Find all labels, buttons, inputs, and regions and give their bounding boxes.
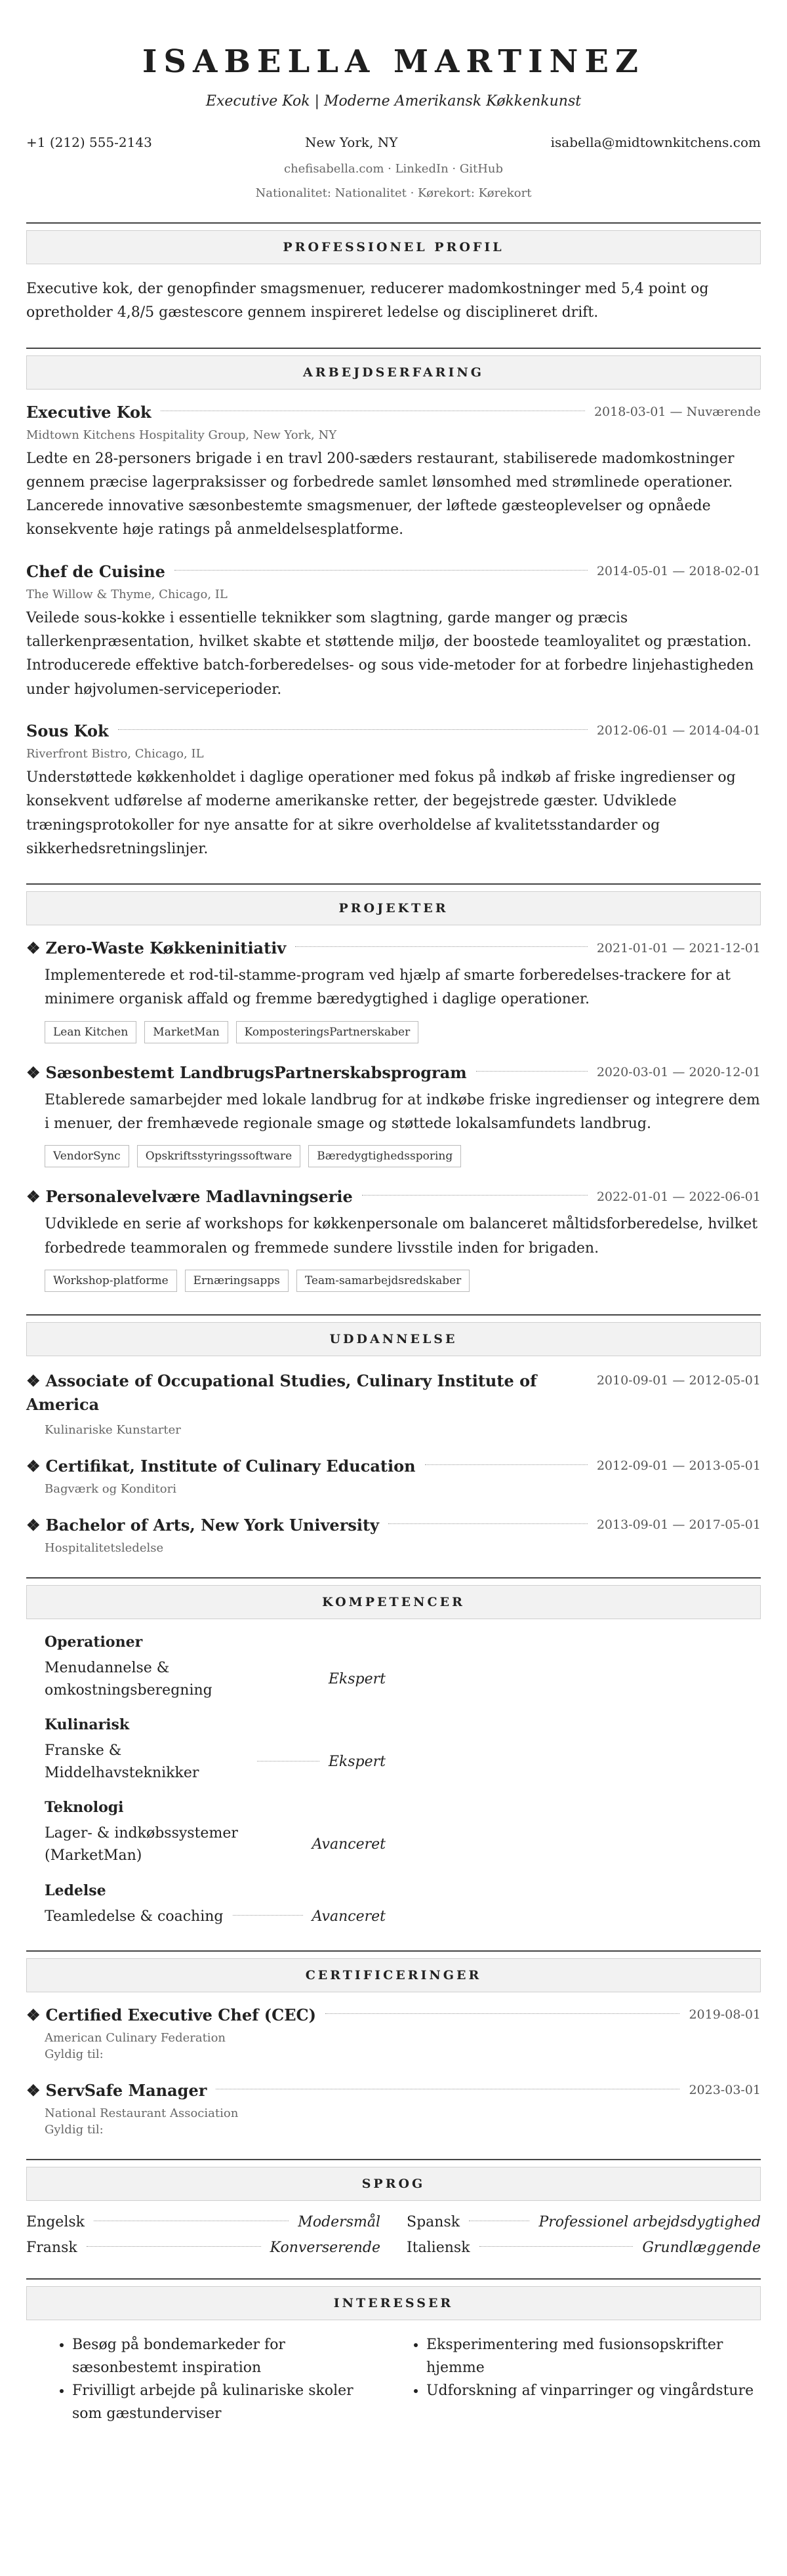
- header: [26, 43, 761, 110]
- cert-item: [26, 2005, 761, 2061]
- degree: ❖ Bachelor of Arts, New York University: [26, 1516, 379, 1535]
- job-role: Executive Kok: [26, 402, 151, 422]
- section-title: CERTIFICERINGER: [26, 1958, 761, 1992]
- language-row: [26, 2214, 380, 2230]
- language-row: [407, 2214, 761, 2230]
- degree: ❖ Associate of Occupational Studies, Culinary Institute of America: [26, 1369, 538, 1417]
- project-desc: Implementerede et rod-til-stamme-program ved hjælp af smarte forberedelses-trackere for at minimere organisk affald og fremme bæredygtighed i daglige operationer.: [45, 967, 731, 1008]
- skill-row: [45, 1822, 386, 1867]
- cert-date: 2023-03-01: [689, 2083, 761, 2098]
- section-title: KOMPETENCER: [26, 1585, 761, 1619]
- edu-field: Bagværk og Konditori: [45, 1481, 176, 1496]
- job-dates: 2018-03-01 — Nuværende: [594, 405, 761, 420]
- education-item: [26, 1457, 761, 1496]
- section-certifications: [26, 1950, 761, 2137]
- tag: Lean Kitchen: [45, 1021, 136, 1043]
- contact-row: [26, 134, 761, 150]
- cert-name: ❖ Certified Executive Chef (CEC): [26, 2005, 316, 2024]
- skill-name: Menudannelse & omkostningsberegning: [45, 1659, 212, 1699]
- section-title: PROFESSIONEL PROFIL: [26, 230, 761, 264]
- section-interests: [26, 2278, 761, 2426]
- cert-item: [26, 2081, 761, 2137]
- project-item: [26, 938, 761, 1043]
- skill-level: Ekspert: [328, 1670, 386, 1687]
- email-link[interactable]: isabella@midtownkitchens.com: [550, 134, 761, 150]
- section-title: ARBEJDSERFARING: [26, 355, 761, 390]
- skill-category: Kulinarisk: [45, 1716, 130, 1734]
- tag: Opskriftsstyringssoftware: [137, 1145, 301, 1167]
- degree: ❖ Certifikat, Institute of Culinary Education: [26, 1457, 416, 1476]
- dotted-leader: [87, 2246, 261, 2247]
- dotted-leader: [476, 1071, 588, 1072]
- cert-date: 2019-08-01: [689, 2007, 761, 2023]
- dotted-leader: [425, 1464, 588, 1465]
- tag: Workshop-platforme: [45, 1270, 177, 1292]
- interests-list-right: [407, 2333, 761, 2426]
- location: New York, NY: [305, 134, 398, 150]
- project-dates: 2020-03-01 — 2020-12-01: [596, 1065, 761, 1080]
- skill-category: Teknologi: [45, 1799, 124, 1817]
- project-name: ❖ Zero-Waste Køkkeninitiativ: [26, 938, 286, 957]
- dotted-leader: [388, 1523, 588, 1524]
- project-tags: [26, 1270, 761, 1292]
- nationality-license: Nationalitet: Nationalitet · Kørekort: Kørekort: [255, 186, 532, 200]
- project-desc: Etablerede samarbejder med lokale landbrug for at indkøbe friske ingredienser og integrere dem i menuer, der fremhævede regionale smage og støttede lokalsamfundets landbrug.: [45, 1091, 760, 1133]
- skill-category: Operationer: [45, 1633, 143, 1651]
- section-title: SPROG: [26, 2167, 761, 2201]
- tag: Ernæringsapps: [185, 1270, 289, 1292]
- profile-links[interactable]: chefisabella.com · LinkedIn · GitHub: [283, 162, 504, 176]
- skill-category: Ledelse: [45, 1882, 106, 1899]
- language-name: Spansk: [407, 2213, 460, 2230]
- language-level: Professionel arbejdsdygtighed: [538, 2213, 761, 2230]
- tag: VendorSync: [45, 1145, 129, 1167]
- dotted-leader: [118, 729, 588, 730]
- language-row: [407, 2240, 761, 2256]
- skill-name: Lager- & indkøbssystemer (MarketMan): [45, 1825, 238, 1864]
- project-item: [26, 1063, 761, 1168]
- job-dates: 2012-06-01 — 2014-04-01: [596, 723, 761, 738]
- language-name: Engelsk: [26, 2213, 85, 2230]
- edu-field: Hospitalitetsledelse: [45, 1540, 164, 1555]
- candidate-name: ISABELLA MARTINEZ: [142, 43, 645, 80]
- interests-list-left: [26, 2333, 380, 2426]
- cert-valid: Gyldig til:: [45, 2047, 104, 2061]
- job-role: Chef de Cuisine: [26, 561, 165, 581]
- language-level: Grundlæggende: [642, 2239, 761, 2256]
- section-experience: [26, 348, 761, 862]
- language-name: Fransk: [26, 2239, 77, 2256]
- cert-name: ❖ ServSafe Manager: [26, 2081, 207, 2100]
- skill-level: Avanceret: [312, 1836, 386, 1853]
- cert-issuer: American Culinary Federation: [45, 2030, 226, 2045]
- phone: +1 (212) 555-2143: [26, 134, 152, 150]
- job-desc: Understøttede køkkenholdet i daglige operationer med fokus på indkøb af friske ingredienser og konsekvent udførelse af moderne amerikanske retter, der begejstrede gæster. Udviklede træningsprotokoller for nye ansatte for at sikre overholdelse af kvalitetsstandarder og sikkerhedsretningslinjer.: [26, 769, 736, 857]
- interests-grid: [26, 2333, 761, 2426]
- project-desc: Udviklede en serie af workshops for køkkenpersonale om balanceret måltidsforberedelse, hvilket forbedrede teammoralen og fremmede sundere livsstile inden for brigaden.: [45, 1216, 758, 1257]
- section-languages: [26, 2159, 761, 2256]
- job-role: Sous Kok: [26, 721, 109, 740]
- project-item: [26, 1187, 761, 1292]
- job-item: [26, 721, 761, 861]
- project-name: ❖ Personalevelvære Madlavningserie: [26, 1187, 353, 1206]
- education-item: [26, 1369, 761, 1437]
- project-dates: 2022-01-01 — 2022-06-01: [596, 1189, 761, 1204]
- dotted-leader: [174, 570, 588, 571]
- dotted-leader: [362, 1195, 588, 1196]
- profile-text: Executive kok, der genopfinder smagsmenuer, reducerer madomkostninger med 5,4 point og opretholder 4,8/5 gæstescore gennem inspireret ledelse og disciplineret drift.: [26, 281, 709, 321]
- section-title: UDDANNELSE: [26, 1322, 761, 1356]
- dotted-leader: [233, 1915, 303, 1916]
- job-item: [26, 562, 761, 702]
- skill-level: Ekspert: [328, 1754, 386, 1771]
- project-dates: 2021-01-01 — 2021-12-01: [596, 940, 761, 956]
- job-org: Riverfront Bistro, Chicago, IL: [26, 746, 204, 761]
- tag: MarketMan: [144, 1021, 228, 1043]
- skill-name: Teamledelse & coaching: [45, 1908, 224, 1925]
- cert-valid: Gyldig til:: [45, 2122, 104, 2137]
- interest-item: • Eksperimentering med fusionsopskrifter hjemme: [426, 2333, 761, 2379]
- cert-issuer: National Restaurant Association: [45, 2106, 239, 2120]
- skill-row: [45, 1740, 386, 1784]
- edu-field: Kulinariske Kunstarter: [45, 1422, 181, 1437]
- edu-dates: 2012-09-01 — 2013-05-01: [596, 1459, 761, 1474]
- section-projects: [26, 883, 761, 1292]
- language-level: Konverserende: [270, 2239, 380, 2256]
- section-title: INTERESSER: [26, 2286, 761, 2320]
- candidate-subtitle: Executive Kok | Moderne Amerikansk Køkkenkunst: [205, 93, 582, 110]
- job-org: Midtown Kitchens Hospitality Group, New York, NY: [26, 428, 337, 442]
- project-tags: [26, 1021, 761, 1043]
- skill-row: [45, 1906, 386, 1928]
- job-desc: Veilede sous-kokke i essentielle teknikker som slagtning, garde manger og præcis tallerkenpræsentation, hvilket skabte et støttende miljø, der boostede teamloyalitet og præstation. Introducerede effektive batch-forberedelses- og sous vide-metoder for at forbedre linjehastigheden under højvolumen-serviceperioder.: [26, 609, 754, 698]
- edu-dates: 2010-09-01 — 2012-05-01: [596, 1373, 761, 1388]
- job-item: [26, 403, 761, 542]
- tag: Team-samarbejdsredskaber: [296, 1270, 470, 1292]
- interest-item: • Besøg på bondemarkeder for sæsonbestemt inspiration: [72, 2333, 380, 2379]
- project-tags: [26, 1145, 761, 1167]
- tag: KomposteringsPartnerskaber: [236, 1021, 419, 1043]
- job-org: The Willow & Thyme, Chicago, IL: [26, 587, 228, 601]
- interest-item: • Udforskning af vinparringer og vingårdsture: [426, 2379, 761, 2402]
- dotted-leader: [325, 2013, 679, 2014]
- project-name: ❖ Sæsonbestemt LandbrugsPartnerskabsprogram: [26, 1063, 467, 1082]
- section-profile: [26, 222, 761, 325]
- languages-grid: [26, 2214, 761, 2256]
- language-name: Italiensk: [407, 2239, 470, 2256]
- skill-name: Franske & Middelhavsteknikker: [45, 1742, 199, 1782]
- education-item: [26, 1516, 761, 1555]
- skill-level: Avanceret: [312, 1908, 386, 1925]
- section-education: [26, 1314, 761, 1555]
- interest-item: • Frivilligt arbejde på kulinariske skoler som gæstunderviser: [72, 2379, 380, 2425]
- job-dates: 2014-05-01 — 2018-02-01: [596, 564, 761, 579]
- language-row: [26, 2240, 380, 2256]
- job-desc: Ledte en 28-personers brigade i en travl 200-sæders restaurant, stabiliserede madomkostninger gennem præcise lagerpraksisser og forbedrede samlet lønsomhed med strømlinede operationer. Lancerede innovative sæsonbestemte smagsmenuer, der løftede gæsteoplevelser og opnåede konsekvente høje ratings på anmeldelsesplatforme.: [26, 450, 735, 538]
- dotted-leader: [295, 946, 588, 947]
- tag: Bæredygtighedssporing: [308, 1145, 461, 1167]
- edu-dates: 2013-09-01 — 2017-05-01: [596, 1518, 761, 1533]
- section-skills: [26, 1577, 761, 1928]
- dotted-leader: [479, 2246, 634, 2247]
- section-title: PROJEKTER: [26, 891, 761, 925]
- language-level: Modersmål: [298, 2213, 380, 2230]
- skill-row: [45, 1657, 386, 1702]
